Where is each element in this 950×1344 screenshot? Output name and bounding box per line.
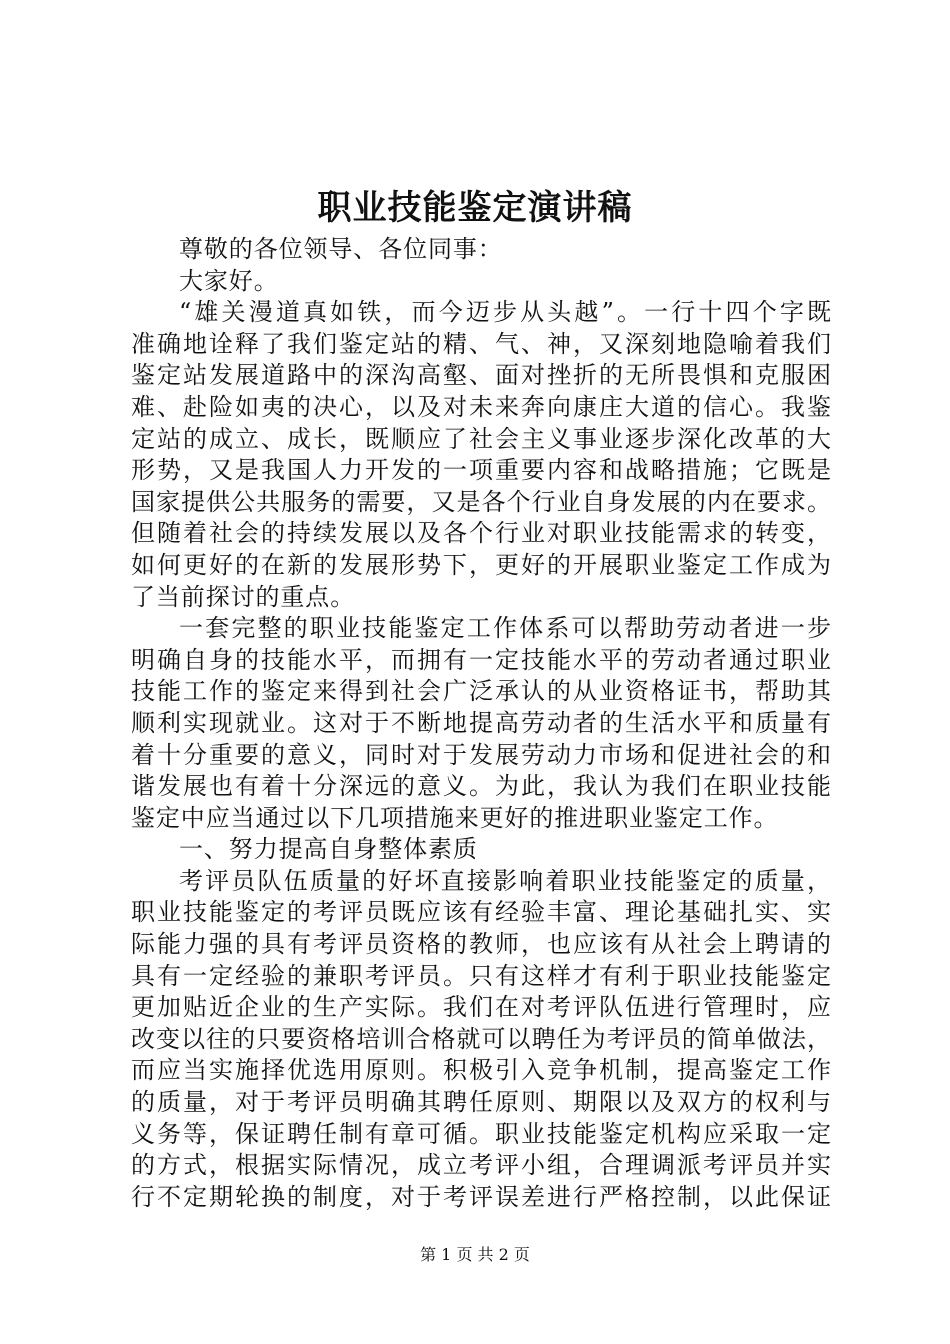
text-line: 的质量，对于考评员明确其聘任原则、期限以及双方的权利与	[131, 1088, 831, 1117]
text-line: 如何更好的在新的发展形势下，更好的开展职业鉴定工作成为	[131, 550, 831, 579]
text-line: 着十分重要的意义，同时对于发展劳动力市场和促进社会的和	[131, 740, 831, 769]
text-line: 具有一定经验的兼职考评员。只有这样才有利于职业技能鉴定	[131, 961, 831, 990]
text-line: 形势，又是我国人力开发的一项重要内容和战略措施；它既是	[131, 456, 831, 485]
text-line: 职业技能鉴定的考评员既应该有经验丰富、理论基础扎实、实	[131, 898, 831, 927]
text-line: 尊敬的各位领导、各位同事：	[179, 235, 503, 263]
text-line: 鉴定站发展道路中的深沟高壑、面对挫折的无所畏惧和克服困	[131, 361, 831, 390]
text-line: 更加贴近企业的生产实际。我们在对考评队伍进行管理时，应	[131, 993, 831, 1022]
text-line: 技能工作的鉴定来得到社会广泛承认的从业资格证书，帮助其	[131, 677, 831, 706]
document-title: 职业技能鉴定演讲稿	[317, 188, 633, 228]
text-line: 顺利实现就业。这对于不断地提高劳动者的生活水平和质量有	[131, 708, 831, 737]
text-line: “雄关漫道真如铁，而今迈步从头越”。一行十四个字既	[179, 298, 831, 327]
text-line: 准确地诠释了我们鉴定站的精、气、神，又深刻地隐喻着我们	[131, 329, 831, 358]
text-line: 定站的成立、成长，既顺应了社会主义事业逐步深化改革的大	[131, 424, 831, 453]
text-line: 但随着社会的持续发展以及各个行业对职业技能需求的转变，	[131, 519, 831, 548]
text-line: 国家提供公共服务的需要，又是各个行业自身发展的内在要求。	[131, 487, 831, 516]
text-line: 考评员队伍质量的好坏直接影响着职业技能鉴定的质量，	[179, 866, 831, 895]
document-body	[131, 234, 831, 1213]
text-line: 义务等，保证聘任制有章可循。职业技能鉴定机构应采取一定	[131, 1119, 831, 1148]
text-line: 的方式，根据实际情况，成立考评小组，合理调派考评员并实	[131, 1151, 831, 1180]
text-line: 一套完整的职业技能鉴定工作体系可以帮助劳动者进一步	[179, 614, 831, 643]
section-heading: 一、努力提高自身整体素质	[179, 835, 478, 864]
page-footer: 第 1 页 共 2 页	[420, 1245, 530, 1264]
text-line: 改变以往的只要资格培训合格就可以聘任为考评员的简单做法，	[131, 1024, 831, 1053]
text-line: 际能力强的具有考评员资格的教师，也应该有从社会上聘请的	[131, 930, 831, 959]
text-line: 谐发展也有着十分深远的意义。为此，我认为我们在职业技能	[131, 772, 831, 801]
text-line: 大家好。	[179, 266, 279, 295]
text-line: 明确自身的技能水平，而拥有一定技能水平的劳动者通过职业	[131, 645, 831, 674]
text-line: 鉴定中应当通过以下几项措施来更好的推进职业鉴定工作。	[131, 803, 779, 832]
text-line: 行不定期轮换的制度，对于考评误差进行严格控制，以此保证	[131, 1182, 831, 1211]
text-line: 难、赴险如夷的决心，以及对未来奔向康庄大道的信心。我鉴	[131, 392, 831, 421]
text-line: 而应当实施择优选用原则。积极引入竞争机制，提高鉴定工作	[131, 1056, 831, 1085]
text-line: 了当前探讨的重点。	[131, 582, 356, 611]
